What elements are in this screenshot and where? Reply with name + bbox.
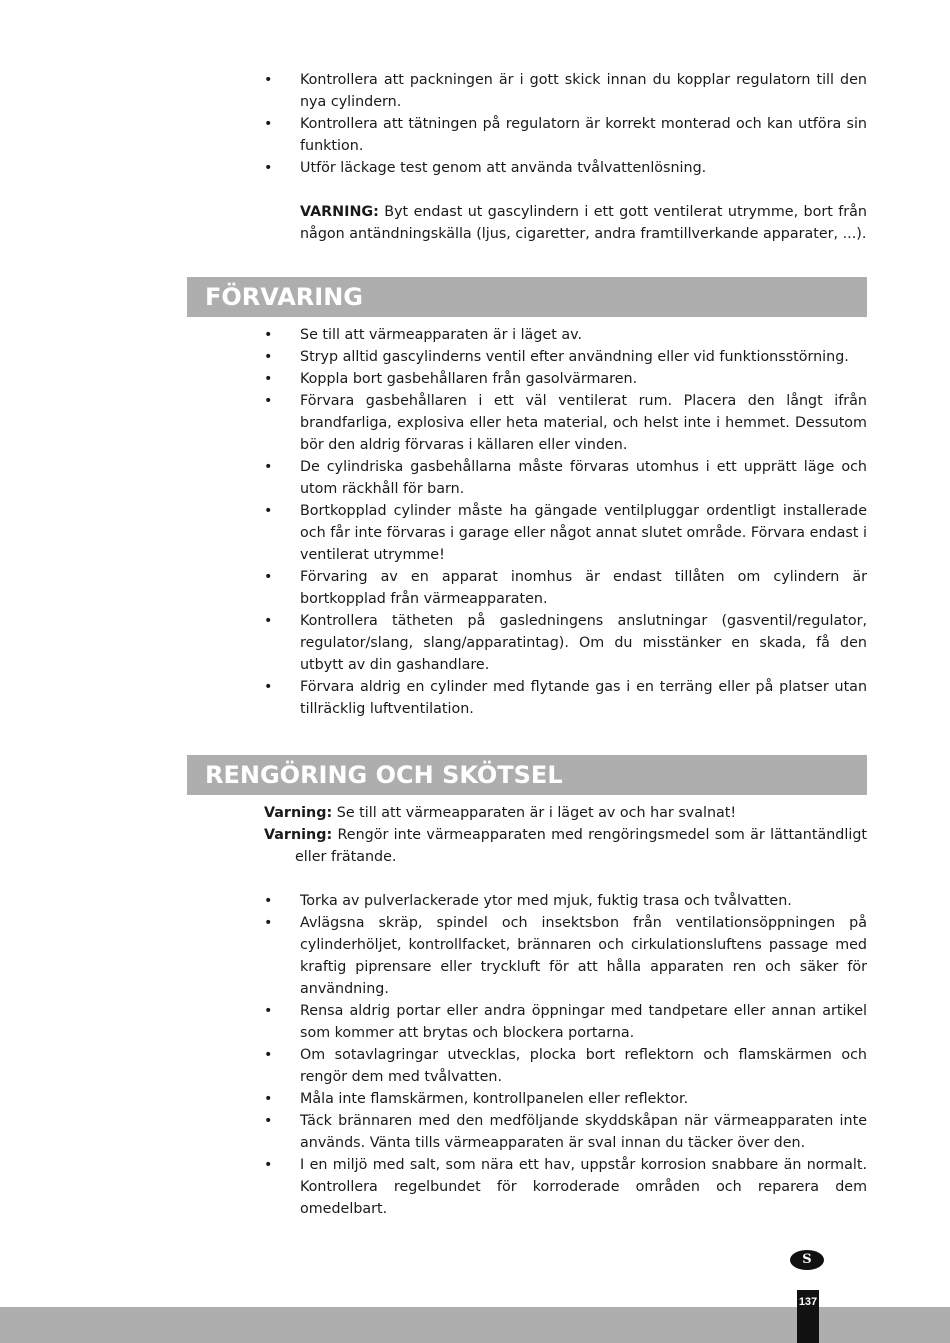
list-item: • Förvaring av en apparat inomhus är endast tillåten om cylindern är bortkopplad från värmeapparaten. (264, 566, 867, 610)
list-item: • Avlägsna skräp, spindel och insektsbon från ventilationsöppningen på cylinderhöljet, kontrollfacket, brännaren och cirkulationsluftens passage med kraftig piprensare eller tryckluft för att hålla apparaten ren och säker för användning. (264, 912, 867, 1000)
language-badge: S (790, 1250, 824, 1270)
section-heading-cleaning: RENGÖRING OCH SKÖTSEL (187, 755, 867, 795)
cleaning-warning (264, 824, 867, 868)
list-item: • Koppla bort gasbehållaren från gasolvärmaren. (264, 368, 867, 390)
storage-bullet-list (264, 324, 867, 720)
list-item: • Se till att värmeapparaten är i läget av. (264, 324, 867, 346)
list-item: • Förvara aldrig en cylinder med flytande gas i en terräng eller på platser utan tillräcklig luftventilation. (264, 676, 867, 720)
top-bullet-list (264, 69, 867, 179)
warning-text: Rengör inte värmeapparaten med rengöringsmedel som är lättantändligt eller frätande. (295, 827, 867, 865)
list-item: • Torka av pulverlackerade ytor med mjuk, fuktig trasa och tvålvatten. (264, 890, 867, 912)
list-item: • Förvara gasbehållaren i ett väl ventilerat rum. Placera den långt ifrån brandfarliga, explosiva eller heta material, och helst inte i hemmet. Dessutom bör den aldrig förvaras i källaren eller vinden. (264, 390, 867, 456)
cleaning-bullet-list (264, 890, 867, 1220)
page-number: 137 (797, 1290, 819, 1343)
list-item: • I en miljö med salt, som nära ett hav, uppstår korrosion snabbare än normalt. Kontrollera regelbundet för korroderade områden och reparera dem omedelbart. (264, 1154, 867, 1220)
list-item: • Bortkopplad cylinder måste ha gängade ventilpluggar ordentligt installerade och får inte förvaras i garage eller något annat slutet område. Förvara endast i ventilerat utrymme! (264, 500, 867, 566)
section-heading-storage: FÖRVARING (187, 277, 867, 317)
list-item: • Om sotavlagringar utvecklas, plocka bort reflektorn och flamskärmen och rengör dem med tvålvatten. (264, 1044, 867, 1088)
warning-label: Varning: (264, 805, 333, 821)
list-item: • Rensa aldrig portar eller andra öppningar med tandpetare eller annan artikel som kommer att brytas och blockera portarna. (264, 1000, 867, 1044)
warning-text: Byt endast ut gascylindern i ett gott ventilerat utrymme, bort från någon antändningskälla (ljus, cigaretter, andra framtillverkande apparater, ...). (300, 204, 867, 242)
list-item: • Utför läckage test genom att använda tvålvattenlösning. (264, 157, 867, 179)
list-item: • Stryp alltid gascylinderns ventil efter användning eller vid funktionsstörning. (264, 346, 867, 368)
list-item: • Kontrollera tätheten på gasledningens anslutningar (gasventil/regulator, regulator/slang, slang/apparatintag). Om du misstänker en skada, få den utbytt av din gashandlare. (264, 610, 867, 676)
cleaning-warning (264, 802, 867, 824)
top-warning (300, 201, 867, 245)
list-item: • Kontrollera att packningen är i gott skick innan du kopplar regulatorn till den nya cylindern. (264, 69, 867, 113)
list-item: • Måla inte flamskärmen, kontrollpanelen eller reflektor. (264, 1088, 867, 1110)
warning-text: Se till att värmeapparaten är i läget av och har svalnat! (332, 805, 737, 821)
warning-label: VARNING: (300, 204, 379, 220)
list-item: • Kontrollera att tätningen på regulatorn är korrekt monterad och kan utföra sin funktion. (264, 113, 867, 157)
warning-label: Varning: (264, 827, 333, 843)
list-item: • De cylindriska gasbehållarna måste förvaras utomhus i ett upprätt läge och utom räckhåll för barn. (264, 456, 867, 500)
list-item: • Täck brännaren med den medföljande skyddskåpan när värmeapparaten inte används. Vänta tills värmeapparaten är sval innan du täcker över den. (264, 1110, 867, 1154)
